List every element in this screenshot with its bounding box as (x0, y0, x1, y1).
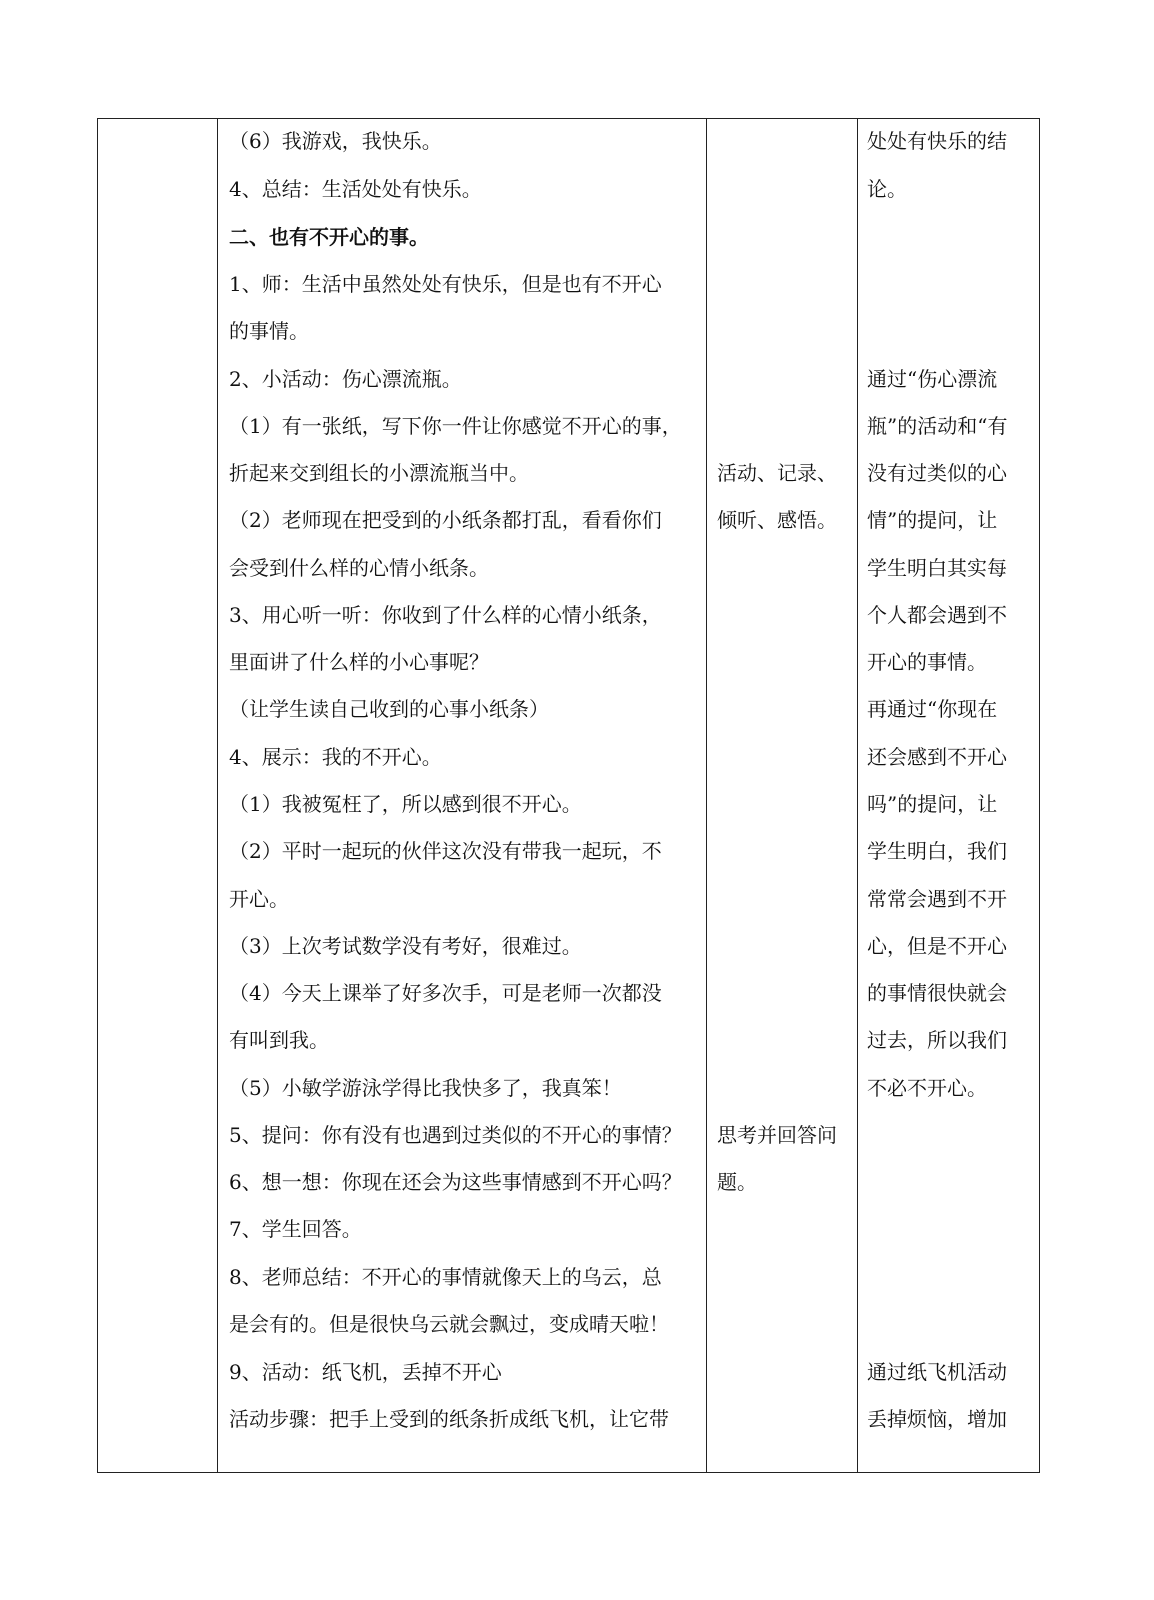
content-line: 1、师：生活中虽然处处有快乐，但是也有不开心 (229, 272, 662, 296)
content-line: （4）今天上课举了好多次手，可是老师一次都没 (229, 981, 662, 1005)
intent-line: 开心的事情。 (867, 650, 987, 674)
intent-line: 瓶”的活动和“有 (867, 414, 1008, 438)
content-line: 有叫到我。 (229, 1028, 329, 1052)
column-divider (857, 119, 858, 1472)
content-line: 7、学生回答。 (229, 1217, 362, 1241)
intent-line: 还会感到不开心 (867, 745, 1007, 769)
column-divider (217, 119, 218, 1472)
content-line: 活动步骤：把手上受到的纸条折成纸飞机，让它带 (229, 1407, 669, 1431)
intent-line: 情”的提问，让 (867, 508, 998, 532)
intent-line: 没有过类似的心 (867, 461, 1007, 485)
content-line: 5、提问：你有没有也遇到过类似的不开心的事情？ (229, 1123, 682, 1147)
content-line: （1）我被冤枉了，所以感到很不开心。 (229, 792, 582, 816)
intent-line: 论。 (867, 177, 907, 201)
intent-line: 丢掉烦恼，增加 (867, 1407, 1007, 1431)
column-divider (706, 119, 707, 1472)
intent-line: 学生明白其实每 (867, 556, 1007, 580)
intent-line: 再通过“你现在 (867, 697, 998, 721)
content-line: （让学生读自己收到的心事小纸条） (229, 697, 549, 721)
section-heading: 二、也有不开心的事。 (229, 225, 429, 249)
content-line: 开心。 (229, 887, 289, 911)
intent-line: 吗”的提问，让 (867, 792, 998, 816)
activity-line: 思考并回答问 (717, 1123, 837, 1147)
intent-line: 的事情很快就会 (867, 981, 1007, 1005)
content-line: 的事情。 (229, 319, 309, 343)
content-line: 2、小活动：伤心漂流瓶。 (229, 367, 462, 391)
activity-line: 题。 (717, 1170, 757, 1194)
intent-line: 心，但是不开心 (867, 934, 1007, 958)
intent-line: 过去，所以我们 (867, 1028, 1007, 1052)
content-line: 6、想一想：你现在还会为这些事情感到不开心吗？ (229, 1170, 682, 1194)
content-line: 3、用心听一听：你收到了什么样的心情小纸条， (229, 603, 662, 627)
content-line: （1）有一张纸，写下你一件让你感觉不开心的事， (229, 414, 682, 438)
activity-line: 倾听、感悟。 (717, 508, 837, 532)
content-line: 是会有的。但是很快乌云就会飘过，变成晴天啦！ (229, 1312, 669, 1336)
intent-line: 不必不开心。 (867, 1076, 987, 1100)
intent-line: 学生明白，我们 (867, 839, 1007, 863)
content-line: （3）上次考试数学没有考好，很难过。 (229, 934, 582, 958)
activity-line: 活动、记录、 (717, 461, 837, 485)
content-line: 4、展示：我的不开心。 (229, 745, 442, 769)
content-line: 里面讲了什么样的小心事呢？ (229, 650, 489, 674)
intent-line: 个人都会遇到不 (867, 603, 1007, 627)
content-line: 4、总结：生活处处有快乐。 (229, 177, 482, 201)
content-line: 8、老师总结：不开心的事情就像天上的乌云，总 (229, 1265, 662, 1289)
intent-line: 常常会遇到不开 (867, 887, 1007, 911)
content-line: （2）平时一起玩的伙伴这次没有带我一起玩，不 (229, 839, 662, 863)
intent-line: 处处有快乐的结 (867, 129, 1007, 153)
content-line: （6）我游戏，我快乐。 (229, 129, 442, 153)
content-line: 9、活动：纸飞机，丢掉不开心 (229, 1360, 502, 1384)
lesson-table (97, 118, 1040, 1473)
content-line: （2）老师现在把受到的小纸条都打乱，看看你们 (229, 508, 662, 532)
content-line: （5）小敏学游泳学得比我快多了，我真笨！ (229, 1076, 622, 1100)
intent-line: 通过“伤心漂流 (867, 367, 998, 391)
content-line: 会受到什么样的心情小纸条。 (229, 556, 489, 580)
content-line: 折起来交到组长的小漂流瓶当中。 (229, 461, 529, 485)
intent-line: 通过纸飞机活动 (867, 1360, 1007, 1384)
